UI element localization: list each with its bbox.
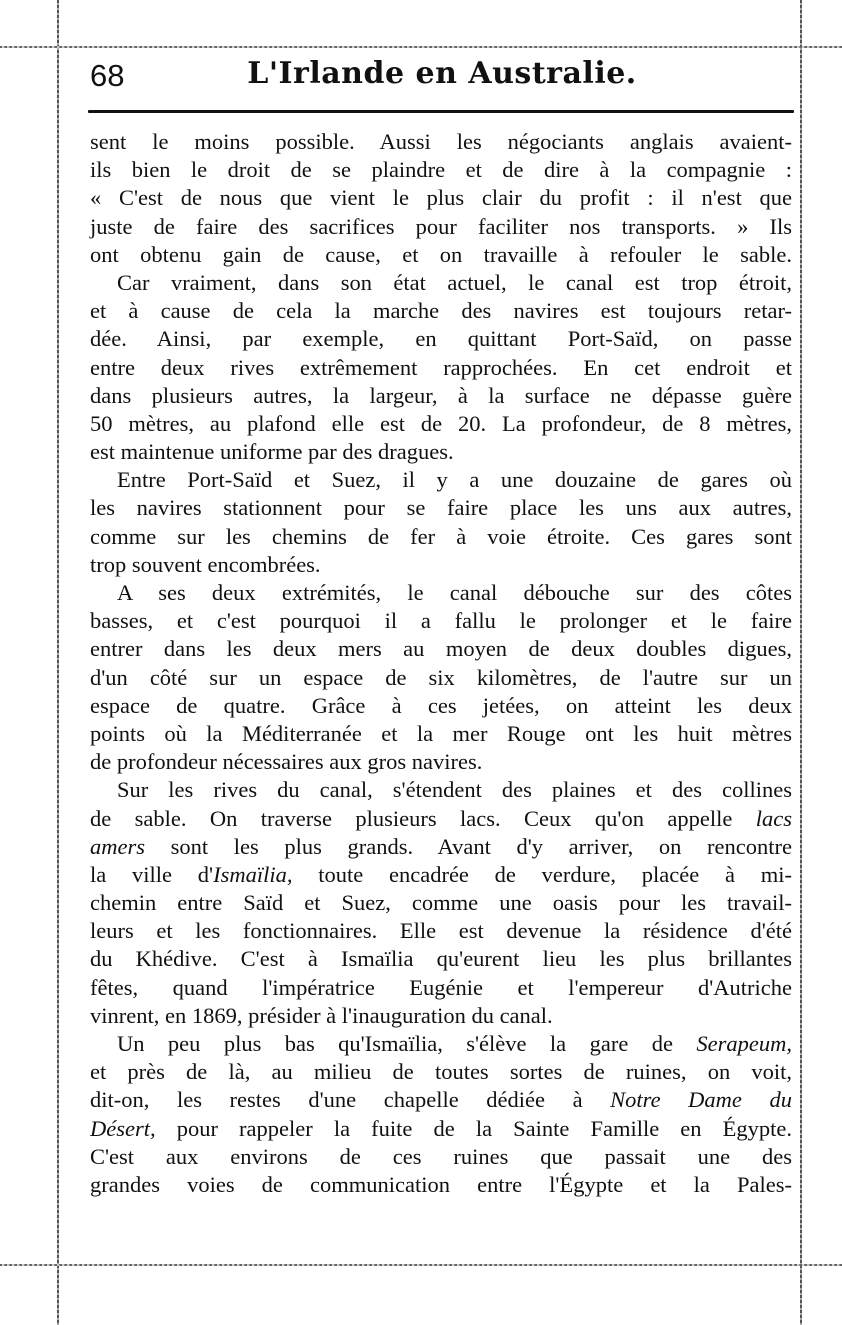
page-header (90, 56, 794, 100)
text-line (90, 664, 792, 692)
text-line (90, 297, 792, 325)
line-text: comme sur les chemins de fer à voie étroite. Ces gares sont (90, 523, 792, 549)
line-text: A ses deux extrémités, le canal débouche sur des côtes (117, 580, 792, 605)
text-line (90, 241, 792, 269)
line-text: les navires stationnent pour se faire place les uns aux autres, (90, 495, 792, 521)
line-text: basses, et c'est pourquoi il a fallu le prolonger et le faire (90, 608, 792, 634)
line-text: fêtes, quand l'impératrice Eugénie et l'empereur d'Autriche (90, 974, 792, 1000)
text-line (90, 551, 792, 579)
italic-text: Serapeum, (696, 1031, 792, 1056)
text-line (90, 410, 792, 438)
text-line (90, 269, 792, 297)
line-text: d'un côté sur un espace de six kilomètres, de l'autre sur un (90, 664, 792, 690)
line-text: entrer dans les deux mers au moyen de deux doubles digues, (90, 636, 792, 662)
italic-text: lacs (755, 805, 792, 831)
text-line (90, 579, 792, 607)
line-text: entre deux rives extrêmement rapprochées. En cet endroit et (90, 354, 792, 380)
line-text: sent le moins possible. Aussi les négociants anglais avaient- (90, 129, 792, 154)
line-text: la ville d' (90, 861, 214, 887)
text-line (90, 382, 792, 410)
line-text: juste de faire des sacrifices pour faciliter nos transports. » Ils (90, 213, 792, 239)
text-line (90, 128, 792, 156)
line-text: points où la Méditerranée et la mer Rouge ont les huit mètres (90, 720, 792, 746)
line-text: leurs et les fonctionnaires. Elle est devenue la résidence d'été (90, 918, 792, 944)
line-text: du Khédive. C'est à Ismaïlia qu'eurent lieu les plus brillantes (90, 946, 792, 972)
italic-text: Notre Dame du (610, 1087, 793, 1113)
text-line (90, 945, 792, 973)
line-text: dans plusieurs autres, la largeur, à la surface ne dépasse guère (90, 382, 792, 408)
text-line (90, 635, 792, 663)
body-text (90, 128, 792, 1199)
text-line (90, 184, 792, 212)
bottom-scan-rule (0, 1264, 842, 1266)
line-text: dit-on, les restes d'une chapelle dédiée à (90, 1087, 611, 1113)
text-line (90, 1171, 792, 1199)
text-line (90, 1115, 792, 1143)
line-text: vinrent, en 1869, présider à l'inauguration du canal. (90, 1002, 553, 1028)
line-text: et à cause de cela la marche des navires est toujours retar- (90, 298, 792, 324)
line-text: ont obtenu gain de cause, et on travaille à refouler le sable. (90, 241, 792, 267)
text-line (90, 776, 792, 804)
text-line (90, 833, 792, 861)
line-text: Entre Port-Saïd et Suez, il y a une douzaine de gares où (117, 467, 792, 493)
text-line (90, 325, 792, 353)
header-rule (88, 110, 794, 113)
text-line (90, 607, 792, 635)
text-line (90, 1058, 792, 1086)
text-line (90, 748, 792, 776)
line-text: toute encadrée de verdure, placée à mi- (292, 861, 792, 887)
text-line (90, 917, 792, 945)
running-title: L'Irlande en Australie. (247, 56, 637, 91)
text-line (90, 805, 792, 833)
line-text: dée. Ainsi, par exemple, en quittant Port-Saïd, on passe (90, 326, 792, 352)
italic-text: amers (90, 833, 145, 859)
italic-text: Ismaïlia, (213, 861, 293, 887)
italic-text: Désert, (90, 1115, 156, 1141)
text-line (90, 889, 792, 917)
text-line (90, 861, 792, 889)
page-number: 68 (90, 58, 125, 93)
text-line (90, 156, 792, 184)
top-scan-rule (0, 46, 842, 48)
line-text: trop souvent encombrées. (90, 551, 321, 577)
text-line (90, 438, 792, 466)
right-page-border (800, 0, 802, 1325)
line-text: chemin entre Saïd et Suez, comme une oasis pour les travail- (90, 890, 792, 916)
line-text: C'est aux environs de ces ruines que passait une des (90, 1143, 792, 1169)
text-line (90, 1002, 792, 1030)
text-line (90, 354, 792, 382)
line-text: 50 mètres, au plafond elle est de 20. La profondeur, de 8 mètres, (90, 410, 792, 436)
text-line (90, 494, 792, 522)
text-line (90, 720, 792, 748)
text-line (90, 1143, 792, 1171)
line-text: pour rappeler la fuite de la Sainte Famille en Égypte. (155, 1115, 792, 1141)
text-line (90, 213, 792, 241)
text-line (90, 466, 792, 494)
line-text: grandes voies de communication entre l'Égypte et la Pales- (90, 1171, 792, 1197)
line-text: « C'est de nous que vient le plus clair du profit : il n'est que (90, 185, 792, 211)
line-text: est maintenue uniforme par des dragues. (90, 439, 454, 465)
text-line (90, 523, 792, 551)
line-text: et près de là, au milieu de toutes sortes de ruines, on voit, (90, 1059, 792, 1085)
text-line (90, 1030, 792, 1058)
line-text: Car vraiment, dans son état actuel, le canal est trop étroit, (117, 269, 792, 295)
text-line (90, 1086, 792, 1114)
line-text: de sable. On traverse plusieurs lacs. Ceux qu'on appelle (90, 805, 756, 831)
line-text: espace de quatre. Grâce à ces jetées, on atteint les deux (90, 692, 792, 718)
text-line (90, 692, 792, 720)
left-page-border (57, 0, 59, 1325)
line-text: de profondeur nécessaires aux gros navires. (90, 749, 483, 775)
line-text: sont les plus grands. Avant d'y arriver, on rencontre (145, 833, 792, 859)
line-text: Un peu plus bas qu'Ismaïlia, s'élève la gare de (117, 1031, 697, 1056)
text-line (90, 974, 792, 1002)
line-text: ils bien le droit de se plaindre et de dire à la compagnie : (90, 157, 792, 183)
line-text: Sur les rives du canal, s'étendent des plaines et des collines (117, 777, 792, 803)
